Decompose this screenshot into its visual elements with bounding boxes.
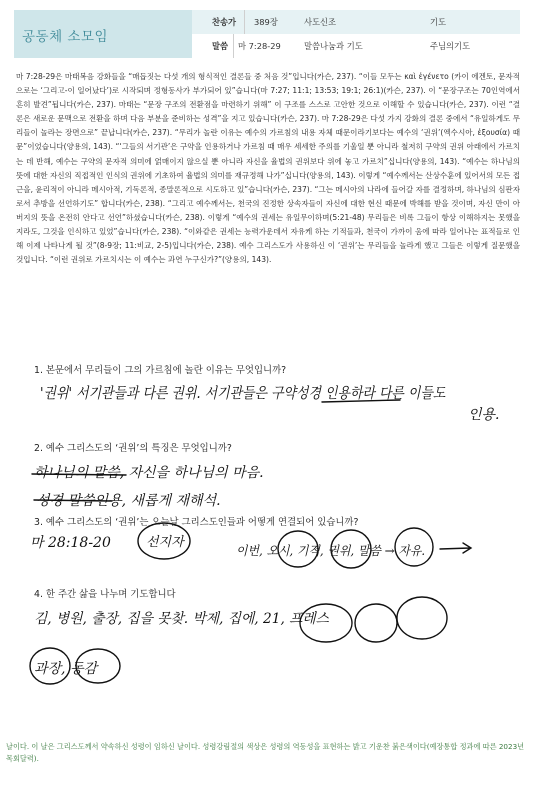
- circle-mark: [397, 597, 447, 639]
- creed-item: 사도신조: [304, 17, 337, 27]
- scripture-reference: 마 7:28-29: [238, 41, 281, 51]
- circle-mark: [300, 604, 352, 642]
- arrow-mark: [440, 543, 471, 553]
- underline-mark: [34, 500, 112, 501]
- answer-3-line: 이번, 오시, 기적, 권위, 말씀 → 자유.: [236, 543, 426, 558]
- circle-mark: [355, 604, 397, 642]
- circle-mark: [278, 531, 318, 567]
- question-4: 4. 한 주간 삶을 나누며 기도합니다: [34, 589, 176, 600]
- answer-3-circled-word: 선지자: [146, 535, 184, 550]
- scripture-label: 말씀: [212, 41, 229, 51]
- answer-2-line-2: 성경 말씀인용, 새롭게 재해석.: [36, 493, 221, 509]
- answer-4-line-2: 과장, 동감: [34, 661, 97, 677]
- circle-mark: [138, 523, 190, 559]
- page-title: 공동체 소모임: [22, 29, 109, 45]
- answer-3-reference: 마 28:18-20: [30, 535, 111, 551]
- answer-1-line-2: 인용.: [468, 407, 500, 423]
- question-1: 1. 본문에서 무리들이 그의 가르침에 놀란 이유는 무엇입니까?: [34, 365, 287, 376]
- footer-note: 날이다. 이 날은 그리스도께서 약속하신 성령이 임하신 날이다. 성령강림절의 색상은 성령의 역동성을 표현하는 밝고 기운찬 붉은색이다(예장통합 정과에 따른 2023년 목회달력).: [6, 742, 525, 763]
- hymn-label: 찬송가: [212, 17, 237, 27]
- circle-mark: [395, 528, 433, 566]
- underline-mark: [322, 400, 400, 402]
- prayer-item: 기도: [430, 17, 447, 27]
- hymn-number: 389장: [254, 17, 278, 27]
- lords-prayer-item: 주님의기도: [430, 41, 471, 51]
- answer-4-line-1: 김, 병원, 출장, 집을 못찾. 박제, 집에, 21, 프레스: [34, 611, 329, 627]
- commentary-text: 마 7:28-29은 마태복음 강화들을 “매듭짓는 다섯 개의 형식적인 결론들 중 처음 것”입니다(카슨, 237). “이들 모두는 καὶ ἐγένετο (카이 에겐토, 문자적으로는 ‘그리고-이 일어났다’)로 시작되며 정형동사가 부가되어 있”습니다(마 7:27; 11:1; 13:53; 19:1; 26:1)(카슨, 237). 이 “문장구조는 70인역에서 흔히 발견”됩니다(카슨, 237). 마태는 “문장 구조의 전환점을 마련하기 위해” 이 구조를 스스로 고안한 것으로 이해할 수 있습니다(카슨, 237). 이런 “결론은 새로운 문맥으로 전환을 하며 다음 부분을 준비하는 성격”을 지고 있습니다(카슨, 237). 마 7:28-29은 다섯 가지 강화의 결론 중에서 “유일하게도 무리들이 놀라는 장면으로” 끝납니다(카슨, 237). “무리가 놀란 이유는 예수의 가르침의 내용 자체 때문이라기보다는 예수의 ‘권위’(엑수시아, ἐξουσία) 때문”이었습니다(양용의, 143). “‘그들의 서기관’은 구약을 인용하거나 가르침 때 매우 세세한 주의를 기울일 뿐 아니라 철저히 구약의 권위 아래에서 가르치는 데 반해, 예수는 구약의 문자적 의미에 얽매이지 않으실 뿐 아니라 자신을 율법의 권위보다 위에 놓고 가르치”십니다(양용의, 143). “예수는 하나님의 뜻에 대한 자신의 직접적인 인식의 권위에 기초하여 율법의 의미를 재규정해 나가”십니다(양용의, 143). 이렇게 “예수께서는 산상수훈에 있어서의 모든 접근을, 윤리적이 아니라 메시아적, 기독론적, 종말론적으로 시도하고 있”습니다(카슨, 237). “그는 메시아의 나라에 들어갈 자를 결정하며, 하나님의 심판자로서 추방을 선언하기도” 합니다(카슨, 238). “그리고 예수께서는, 천국의 진정한 상속자들이 자신에 대한 현신 때문에 박해를 받을 것이며, 자신 만이 아버지의 뜻을 온전히 안다고 선언”하셨습니다(카슨, 238). 이렇게 “예수의 권세는 유일무이하며(5:21-48) 무리들은 비록 그들이 항상 이해하지는 못했을지라도, 그것을 인식하고 있었”습니다(카슨, 238). “이와같은 권세는 능력가운데서 자유케 하는 기적들과, 천국이 가까이 옴에 따라 일어나는 표적들로 인해 이제 나타나게 될 것”(8-9장; 11:비교, 2-5)입니다(카슨, 238). 예수 그리스도가 사용하신 이 ‘권위’는 무리들을 놀라게 했고 그들은 이렇게 질문했을 것입니다. “이런 권위로 가르치시는 이 예수는 과연 누구신가?”(양용의, 143).: [16, 72, 520, 265]
- circle-mark: [76, 649, 120, 683]
- answer-2-line-1: 하나님의 말씀, 자신을 하나님의 마음.: [34, 465, 264, 481]
- underline-mark: [32, 474, 126, 475]
- sharing-item: 말씀나눔과 기도: [304, 41, 363, 51]
- question-3: 3. 예수 그리스도의 ‘권위’는 오늘날 그리스도인들과 어떻게 연결되어 있습니까?: [34, 517, 359, 528]
- question-2: 2. 예수 그리스도의 ‘권위’의 특징은 무엇입니까?: [34, 443, 232, 454]
- circle-mark: [30, 648, 70, 684]
- answer-1-line-1: '권위' 서기관들과 다른 권위. 서기관들은 구약성경 인용하라 다른 이들도: [40, 384, 446, 402]
- circle-mark: [331, 530, 371, 568]
